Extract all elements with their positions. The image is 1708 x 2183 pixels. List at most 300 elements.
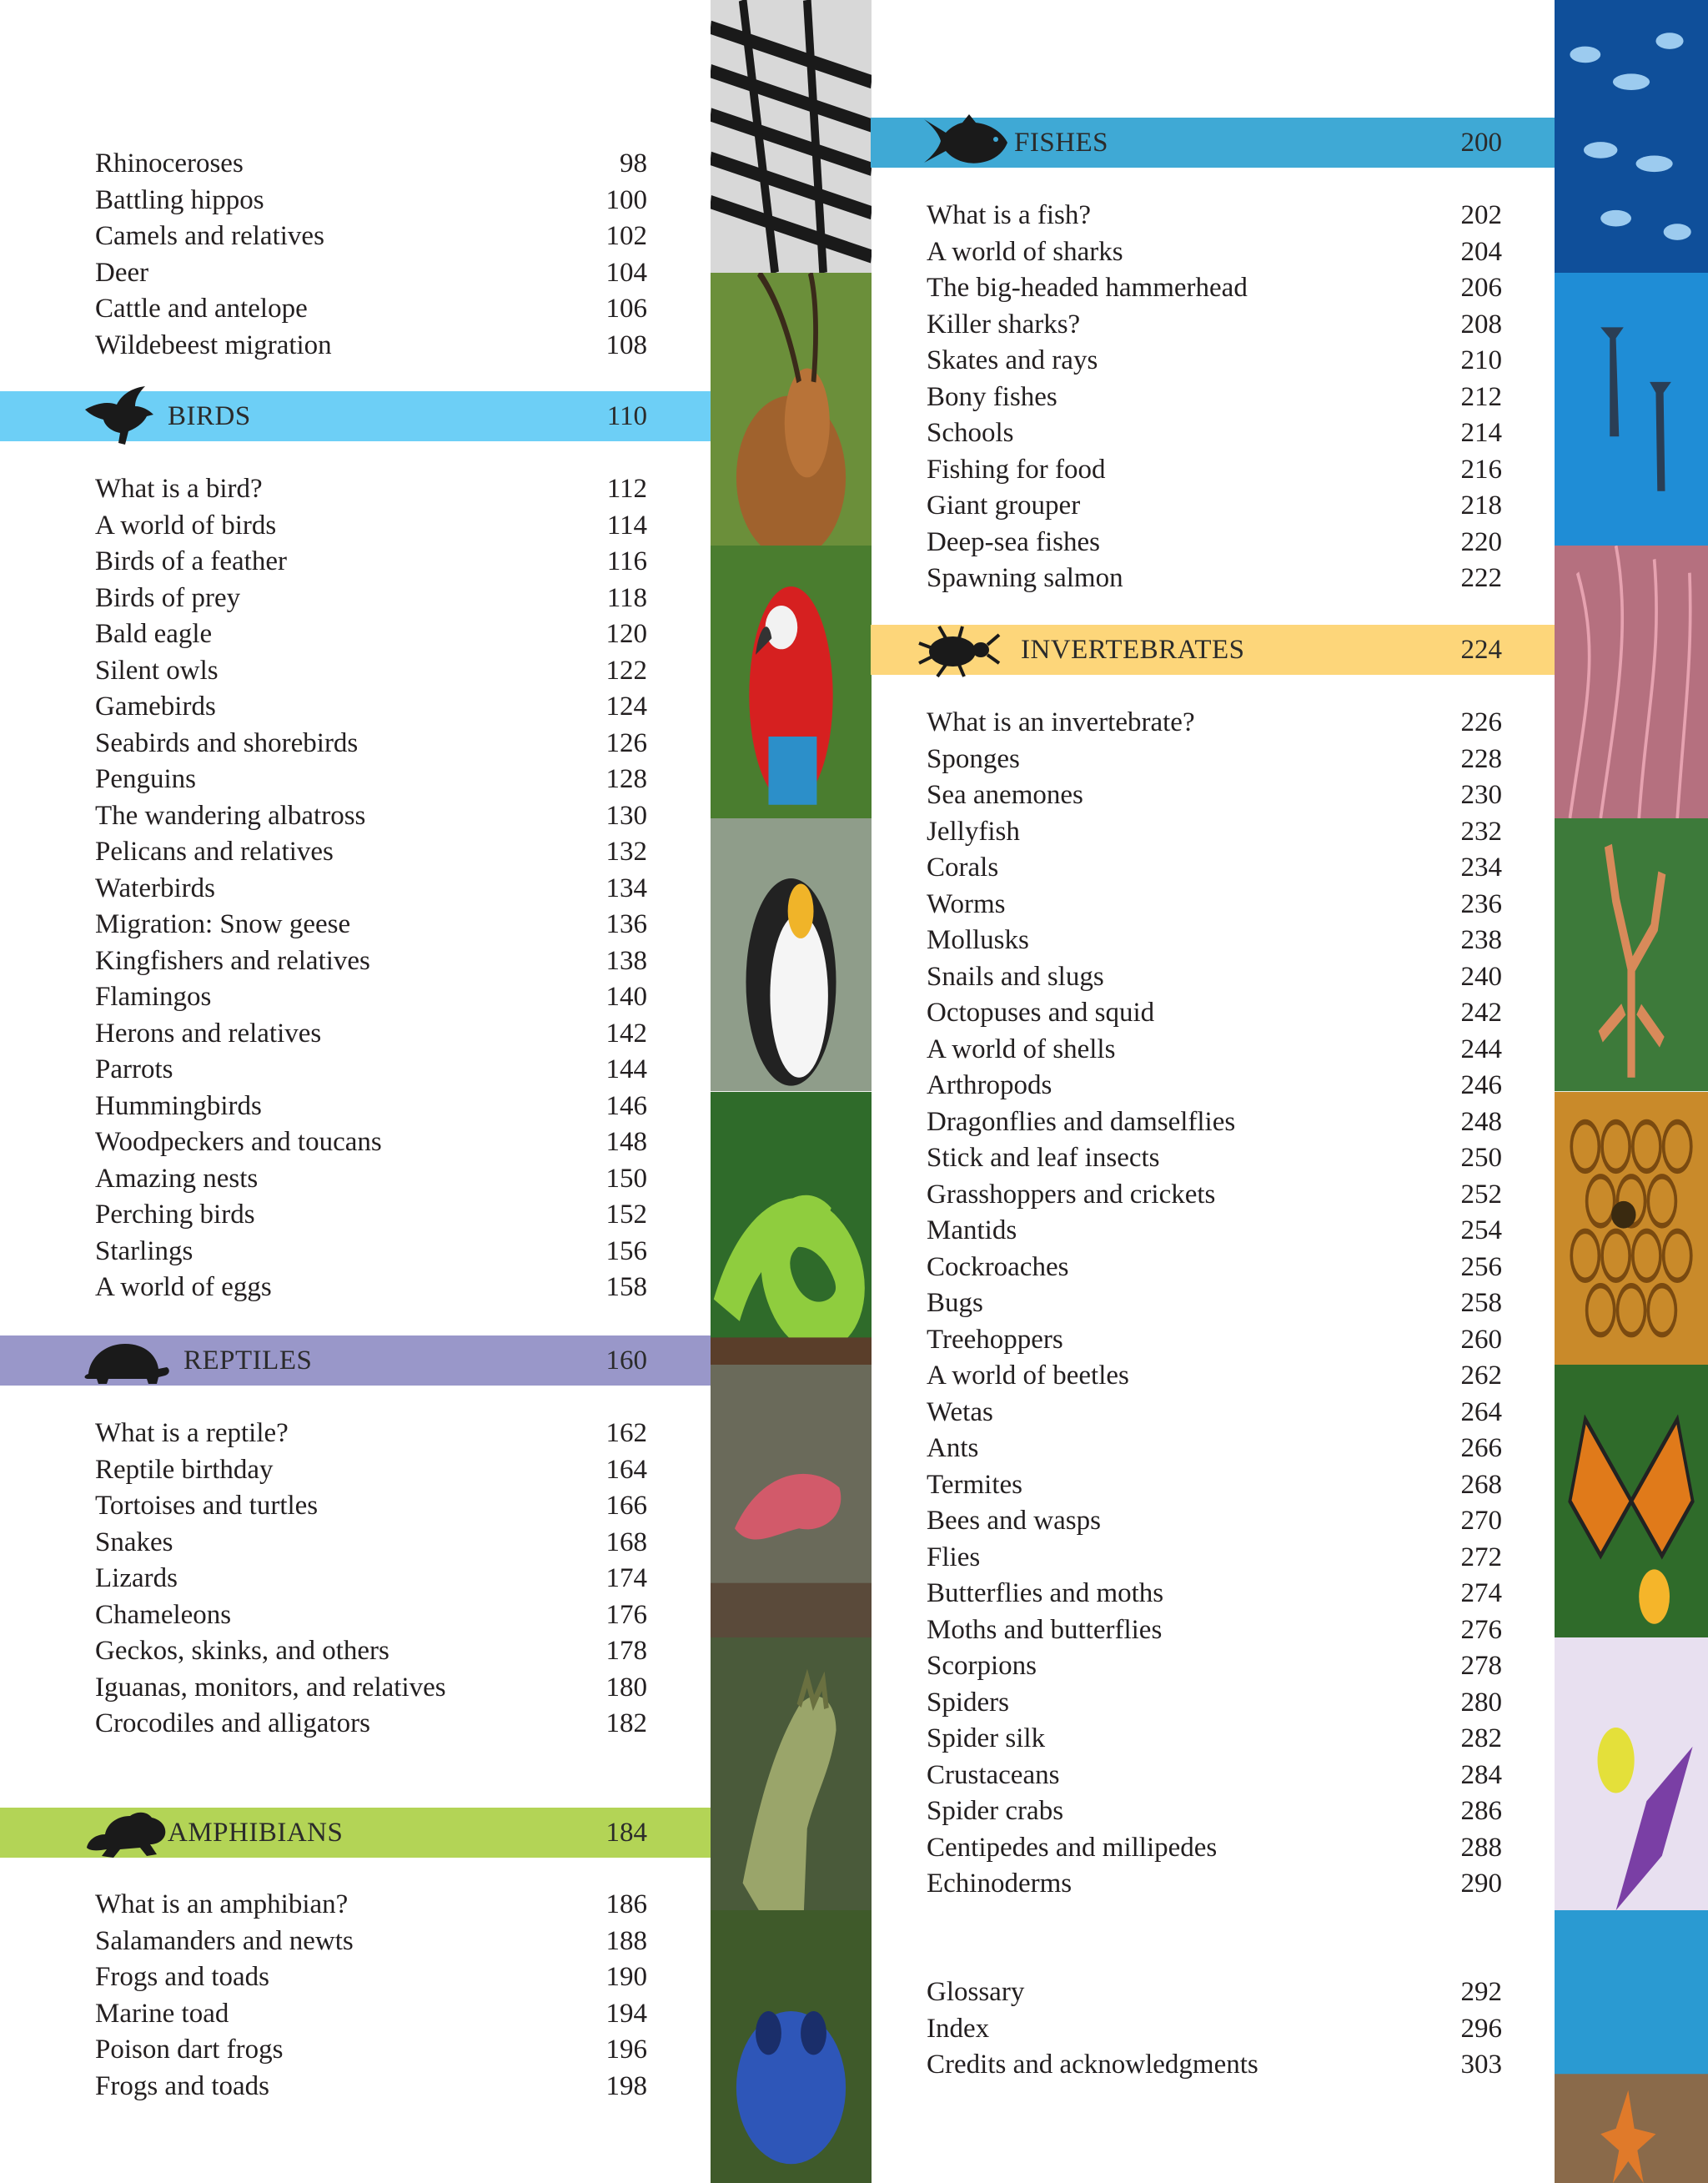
toc-entry-title: Termites	[927, 1469, 1022, 1500]
toc-entry-page: 254	[1460, 1215, 1502, 1245]
toc-entry-title: Bald eagle	[95, 619, 213, 649]
toc-entry[interactable]	[95, 2069, 647, 2105]
toc-entry-page: 280	[1460, 1687, 1502, 1718]
toc-entry-page: 144	[605, 1054, 647, 1084]
toc-entry-page: 136	[605, 909, 647, 939]
toc-entry[interactable]	[95, 1924, 647, 1960]
toc-entry-page: 166	[605, 1491, 647, 1521]
toc-entry[interactable]	[927, 452, 1502, 489]
toc-entry-title: Kingfishers and relatives	[95, 945, 370, 976]
toc-entry-page: 126	[605, 727, 647, 758]
toc-entry-title: Parrots	[95, 1054, 173, 1084]
toc-entry-page: 186	[605, 1889, 647, 1919]
toc-entry-page: 220	[1460, 526, 1502, 557]
toc-entry-page: 212	[1460, 381, 1502, 412]
toc-entry-page: 256	[1460, 1251, 1502, 1282]
toc-entry-page: 168	[605, 1527, 647, 1557]
toc-entry-page: 262	[1460, 1361, 1502, 1391]
zebras-photo	[711, 0, 872, 273]
toc-entry[interactable]	[927, 705, 1502, 742]
toc-entry-title: Marine toad	[95, 1998, 229, 2029]
toc-entry-title: A world of beetles	[927, 1361, 1129, 1391]
toc-entry-title: Migration: Snow geese	[95, 909, 351, 939]
toc-entry[interactable]	[927, 1503, 1502, 1540]
toc-entry-page: 202	[1460, 200, 1502, 230]
toc-entry-page: 250	[1460, 1143, 1502, 1173]
toc-entry-page: 303	[1460, 2050, 1502, 2080]
toc-entry-page: 292	[1460, 1977, 1502, 2007]
toc-entry-page: 124	[605, 692, 647, 722]
mantis-photo	[1555, 818, 1708, 1091]
toc-entry-title: Waterbirds	[95, 873, 215, 903]
toc-entry[interactable]	[927, 1358, 1502, 1395]
toc-entry[interactable]	[927, 270, 1502, 307]
toc-entry-title: The wandering albatross	[95, 800, 366, 831]
section-header-birds[interactable]	[0, 391, 711, 441]
toc-entry-title: Reptile birthday	[95, 1454, 274, 1485]
toc-entry[interactable]	[95, 544, 647, 581]
toc-entry-page: 142	[605, 1018, 647, 1049]
tortoise-icon	[80, 1329, 172, 1392]
toc-entry-title: Battling hippos	[95, 184, 264, 215]
toc-entry-page: 100	[605, 184, 647, 215]
toc-entry-title: Snails and slugs	[927, 961, 1104, 992]
toc-entry[interactable]	[927, 1758, 1502, 1794]
section-page: 160	[605, 1346, 647, 1376]
toc-entry-page: 252	[1460, 1179, 1502, 1210]
toc-entry-title: What is a bird?	[95, 474, 263, 504]
toc-entry[interactable]	[927, 1648, 1502, 1685]
toc-entry-page: 150	[605, 1163, 647, 1194]
toc-entry[interactable]	[95, 1016, 647, 1053]
monarch-butterfly-photo	[1555, 1365, 1708, 1637]
toc-entry-page: 148	[605, 1127, 647, 1157]
toc-entry-page: 244	[1460, 1034, 1502, 1064]
toc-entry-page: 260	[1460, 1324, 1502, 1355]
toc-entry[interactable]	[95, 1488, 647, 1525]
backmatter-entry[interactable]	[927, 2011, 1502, 2048]
toc-entry-page: 270	[1460, 1506, 1502, 1536]
toc-entry-page: 268	[1460, 1469, 1502, 1500]
toc-entry-title: A world of sharks	[927, 236, 1123, 267]
toc-entry-page: 266	[1460, 1433, 1502, 1463]
toc-entry-title: Mantids	[927, 1215, 1017, 1245]
toc-entry[interactable]	[927, 561, 1502, 597]
toc-entry-title: Spider crabs	[927, 1796, 1064, 1826]
toc-entry[interactable]	[95, 726, 647, 762]
toc-entry-title: Sponges	[927, 743, 1020, 774]
toc-entry[interactable]	[95, 1089, 647, 1125]
antelope-photo	[711, 273, 872, 546]
toc-entry-title: Spider silk	[927, 1723, 1046, 1753]
toc-entry[interactable]	[927, 1104, 1502, 1141]
toc-entry-title: Salamanders and newts	[95, 1925, 354, 1956]
toc-entry[interactable]	[95, 1270, 647, 1306]
toc-entry-title: Scorpions	[927, 1651, 1037, 1681]
toc-entry-title: Crocodiles and alligators	[95, 1708, 370, 1738]
toc-entry-title: Glossary	[927, 1977, 1025, 2007]
toc-entry-page: 206	[1460, 273, 1502, 303]
toc-entry[interactable]	[95, 907, 647, 943]
toc-entry-title: Stick and leaf insects	[927, 1143, 1160, 1173]
toc-entry-title: Crustaceans	[927, 1759, 1060, 1790]
toc-entry-page: 218	[1460, 490, 1502, 521]
backmatter-entry[interactable]	[927, 2047, 1502, 2084]
toc-entry[interactable]	[927, 1250, 1502, 1286]
toc-entry[interactable]	[95, 1161, 647, 1198]
toc-entry[interactable]	[95, 871, 647, 908]
toc-entry[interactable]	[927, 814, 1502, 851]
toc-entry[interactable]	[95, 581, 647, 617]
section-title: REPTILES	[183, 1346, 313, 1376]
toc-entry-title: Bees and wasps	[927, 1506, 1101, 1536]
section-page: 200	[1460, 128, 1502, 158]
toc-entry[interactable]	[95, 1706, 647, 1743]
toc-entry[interactable]	[95, 328, 647, 365]
toc-entry-title: Herons and relatives	[95, 1018, 322, 1049]
toc-entry-title: Tortoises and turtles	[95, 1491, 319, 1521]
toc-entry-title: Birds of prey	[95, 582, 241, 613]
toc-entry-title: What is an invertebrate?	[927, 707, 1195, 737]
toc-entry-page: 174	[605, 1563, 647, 1593]
toc-entry-page: 190	[605, 1962, 647, 1992]
toc-entry[interactable]	[927, 1540, 1502, 1577]
toc-entry-title: Flamingos	[95, 982, 212, 1012]
toc-entry-page: 158	[605, 1272, 647, 1302]
toc-entry-title: Wildebeest migration	[95, 329, 332, 360]
bird-icon	[80, 385, 172, 448]
toc-entry[interactable]	[927, 1576, 1502, 1612]
toc-entry-title: Sea anemones	[927, 780, 1083, 810]
toc-entry[interactable]	[95, 653, 647, 690]
section-header-amphibians[interactable]	[0, 1808, 711, 1858]
toc-entry[interactable]	[95, 834, 647, 871]
macaw-photo	[711, 546, 872, 818]
toc-entry[interactable]	[927, 198, 1502, 234]
toc-entry[interactable]	[95, 1887, 647, 1924]
toc-entry-page: 116	[606, 546, 647, 576]
toc-entry[interactable]	[95, 146, 647, 183]
section-header-fishes[interactable]	[871, 118, 1555, 168]
toc-entry-title: Credits and acknowledgments	[927, 2050, 1258, 2080]
toc-entry[interactable]	[927, 887, 1502, 923]
toc-entry-page: 164	[605, 1454, 647, 1485]
toc-entry-title: A world of eggs	[95, 1272, 272, 1302]
toc-entry-title: Killer sharks?	[927, 309, 1081, 340]
toc-entry[interactable]	[95, 798, 647, 835]
toc-entry-title: What is a fish?	[927, 200, 1092, 230]
toc-entry-page: 198	[605, 2070, 647, 2101]
toc-entry-page: 162	[605, 1418, 647, 1448]
toc-entry-page: 176	[605, 1599, 647, 1630]
section-title: BIRDS	[168, 401, 251, 431]
toc-entry-title: Frogs and toads	[95, 2070, 269, 2101]
toc-entry-title: Treehoppers	[927, 1324, 1063, 1355]
toc-entry[interactable]	[95, 943, 647, 980]
toc-entry[interactable]	[927, 234, 1502, 271]
toc-entry-title: Woodpeckers and toucans	[95, 1127, 382, 1157]
toc-entry-page: 296	[1460, 2013, 1502, 2044]
photo-strip-left	[711, 0, 872, 2183]
toc-entry[interactable]	[95, 1633, 647, 1670]
toc-entry-title: Wetas	[927, 1396, 993, 1427]
toc-entry-page: 102	[605, 221, 647, 251]
toc-entry-title: Gamebirds	[95, 692, 216, 722]
toc-entry-title: What is an amphibian?	[95, 1889, 349, 1919]
backmatter-entry[interactable]	[927, 1974, 1502, 2011]
beetle-icon	[912, 618, 1004, 682]
toc-entry[interactable]	[95, 291, 647, 328]
toc-entry-title: Chameleons	[95, 1599, 232, 1630]
toc-entry-page: 290	[1460, 1869, 1502, 1899]
toc-entry-page: 182	[605, 1708, 647, 1738]
toc-entry[interactable]	[95, 1197, 647, 1234]
toc-entry-title: Starlings	[95, 1235, 193, 1266]
toc-entry[interactable]	[927, 380, 1502, 416]
toc-entry-title: Pelicans and relatives	[95, 837, 334, 867]
toc-entry-title: Ants	[927, 1433, 979, 1463]
toc-entry-page: 214	[1460, 418, 1502, 448]
toc-entry-page: 236	[1460, 888, 1502, 919]
toc-entry-page: 134	[605, 873, 647, 903]
toc-entry[interactable]	[927, 307, 1502, 344]
toc-entry-title: Frogs and toads	[95, 1962, 269, 1992]
toc-entry-page: 208	[1460, 309, 1502, 340]
toc-entry-title: Geckos, skinks, and others	[95, 1636, 389, 1666]
toc-entry[interactable]	[927, 995, 1502, 1032]
toc-entry-title: Camels and relatives	[95, 221, 324, 251]
toc-entry[interactable]	[95, 1452, 647, 1489]
section-page: 224	[1460, 635, 1502, 665]
toc-entry-page: 178	[605, 1636, 647, 1666]
toc-entry-page: 238	[1460, 925, 1502, 955]
toc-entry[interactable]	[95, 1234, 647, 1270]
penguin-photo	[711, 818, 872, 1091]
section-title: AMPHIBIANS	[168, 1818, 344, 1848]
iguana-photo	[711, 1637, 872, 1910]
toc-entry-title: Moths and butterflies	[927, 1614, 1163, 1645]
toc-entry-title: A world of shells	[927, 1034, 1116, 1064]
section-page: 184	[605, 1818, 647, 1848]
toc-entry[interactable]	[95, 471, 647, 508]
toc-entry[interactable]	[95, 616, 647, 653]
toc-entry[interactable]	[95, 219, 647, 255]
toc-entry-title: Centipedes and millipedes	[927, 1832, 1218, 1863]
toc-entry-title: Butterflies and moths	[927, 1578, 1164, 1608]
blue-dart-frog-photo	[711, 1910, 872, 2183]
section-title: FISHES	[1014, 128, 1109, 158]
toc-entry-page: 264	[1460, 1396, 1502, 1427]
toc-entry-page: 130	[605, 800, 647, 831]
toc-entry-page: 138	[605, 945, 647, 976]
toc-entry[interactable]	[927, 1685, 1502, 1722]
toc-entry[interactable]	[95, 979, 647, 1016]
toc-entry[interactable]	[95, 183, 647, 219]
toc-entry-title: Perching birds	[95, 1200, 255, 1230]
toc-entry[interactable]	[927, 1721, 1502, 1758]
toc-entry-title: Octopuses and squid	[927, 998, 1155, 1028]
toc-entry-title: Mollusks	[927, 925, 1029, 955]
toc-entry-page: 274	[1460, 1578, 1502, 1608]
toc-entry-page: 258	[1460, 1288, 1502, 1318]
toc-entry-page: 232	[1460, 816, 1502, 847]
green-python-photo	[711, 1092, 872, 1365]
toc-entry[interactable]	[927, 959, 1502, 996]
toc-entry-page: 276	[1460, 1614, 1502, 1645]
toc-entry[interactable]	[95, 1996, 647, 2033]
toc-entry-title: Hummingbirds	[95, 1090, 262, 1121]
toc-entry[interactable]	[95, 1670, 647, 1707]
toc-entry[interactable]	[927, 1830, 1502, 1867]
toc-entry-title: Bugs	[927, 1288, 983, 1318]
toc-entry-title: Cattle and antelope	[95, 294, 308, 324]
crab-spider-photo	[1555, 1637, 1708, 1910]
honeybees-photo	[1555, 1092, 1708, 1365]
toc-entry-page: 278	[1460, 1651, 1502, 1681]
toc-entry-page: 152	[605, 1200, 647, 1230]
frog-icon	[80, 1801, 172, 1864]
toc-entry-title: Worms	[927, 888, 1006, 919]
toc-entry-title: Silent owls	[95, 655, 219, 686]
toc-entry-title: Lizards	[95, 1563, 178, 1593]
toc-entry[interactable]	[927, 1793, 1502, 1830]
toc-entry-page: 210	[1460, 345, 1502, 375]
toc-entry-page: 230	[1460, 780, 1502, 810]
toc-entry[interactable]	[95, 1525, 647, 1562]
toc-entry[interactable]	[95, 1416, 647, 1452]
toc-entry-title: Penguins	[95, 764, 197, 794]
section-header-reptiles[interactable]	[0, 1335, 711, 1386]
toc-entry[interactable]	[927, 343, 1502, 380]
toc-entry[interactable]	[927, 1322, 1502, 1359]
toc-entry-title: Bony fishes	[927, 381, 1057, 412]
toc-entry[interactable]	[927, 1866, 1502, 1903]
toc-entry[interactable]	[927, 1395, 1502, 1431]
toc-entry[interactable]	[927, 742, 1502, 778]
toc-entry[interactable]	[927, 1140, 1502, 1177]
toc-entry-title: Deep-sea fishes	[927, 526, 1100, 557]
salamander-photo	[711, 1365, 872, 1637]
toc-entry-page: 242	[1460, 998, 1502, 1028]
toc-entry-page: 114	[606, 510, 647, 541]
toc-entry[interactable]	[927, 1431, 1502, 1467]
photo-strip-right	[1555, 0, 1708, 2183]
starfish-reef-photo	[1555, 1910, 1708, 2183]
toc-entry[interactable]	[95, 1124, 647, 1161]
toc-entry-page: 284	[1460, 1759, 1502, 1790]
toc-entry-title: Fishing for food	[927, 454, 1106, 485]
toc-entry-page: 132	[605, 837, 647, 867]
toc-entry-page: 108	[605, 329, 647, 360]
toc-entry-page: 204	[1460, 236, 1502, 267]
section-page: 110	[606, 401, 647, 431]
toc-entry[interactable]	[927, 777, 1502, 814]
toc-entry-title: Jellyfish	[927, 816, 1020, 847]
toc-entry-page: 156	[605, 1235, 647, 1266]
toc-entry-title: The big-headed hammerhead	[927, 273, 1248, 303]
toc-entry[interactable]	[927, 850, 1502, 887]
toc-entry-title: Grasshoppers and crickets	[927, 1179, 1216, 1210]
toc-entry[interactable]	[927, 1032, 1502, 1069]
toc-entry-title: Schools	[927, 418, 1014, 448]
toc-entry-page: 234	[1460, 853, 1502, 883]
toc-entry-title: Birds of a feather	[95, 546, 287, 576]
toc-entry[interactable]	[927, 1068, 1502, 1104]
toc-entry-title: A world of birds	[95, 510, 277, 541]
toc-entry-page: 180	[605, 1672, 647, 1703]
toc-entry-title: What is a reptile?	[95, 1418, 289, 1448]
hammerhead-sharks-photo	[1555, 273, 1708, 546]
toc-entry-page: 240	[1460, 961, 1502, 992]
toc-entry-title: Cockroaches	[927, 1251, 1069, 1282]
toc-entry[interactable]	[927, 1612, 1502, 1649]
toc-entry-page: 146	[605, 1090, 647, 1121]
toc-entry-page: 98	[620, 148, 647, 179]
toc-entry[interactable]	[927, 1177, 1502, 1214]
toc-entry-page: 112	[606, 474, 647, 504]
toc-entry-title: Flies	[927, 1542, 981, 1572]
toc-entry-page: 226	[1460, 707, 1502, 737]
toc-entry-page: 282	[1460, 1723, 1502, 1753]
toc-entry-title: Giant grouper	[927, 490, 1081, 521]
toc-entry-page: 246	[1460, 1070, 1502, 1100]
toc-entry[interactable]	[95, 1959, 647, 1996]
toc-entry[interactable]	[95, 1597, 647, 1634]
toc-entry-page: 286	[1460, 1796, 1502, 1826]
toc-entry-page: 216	[1460, 454, 1502, 485]
toc-entry-page: 248	[1460, 1106, 1502, 1137]
toc-entry-title: Rhinoceroses	[95, 148, 244, 179]
toc-entry-title: Corals	[927, 853, 999, 883]
toc-entry-page: 106	[605, 294, 647, 324]
toc-entry[interactable]	[95, 255, 647, 292]
toc-entry-page: 120	[605, 619, 647, 649]
toc-entry-title: Iguanas, monitors, and relatives	[95, 1672, 446, 1703]
toc-entry[interactable]	[95, 1561, 647, 1597]
toc-entry-page: 128	[605, 764, 647, 794]
toc-entry-title: Arthropods	[927, 1070, 1052, 1100]
toc-entry-page: 188	[605, 1925, 647, 1956]
toc-entry-page: 104	[605, 257, 647, 288]
toc-entry-title: Poison dart frogs	[95, 2035, 284, 2065]
toc-entry[interactable]	[95, 762, 647, 798]
toc-entry[interactable]	[927, 525, 1502, 561]
toc-entry[interactable]	[95, 689, 647, 726]
toc-entry[interactable]	[95, 1052, 647, 1089]
toc-entry-page: 140	[605, 982, 647, 1012]
toc-entry-page: 196	[605, 2035, 647, 2065]
toc-entry[interactable]	[927, 415, 1502, 452]
toc-entry-title: Spiders	[927, 1687, 1009, 1718]
toc-entry[interactable]	[927, 1285, 1502, 1322]
toc-entry[interactable]	[927, 488, 1502, 525]
toc-entry-title: Deer	[95, 257, 149, 288]
toc-entry[interactable]	[95, 2032, 647, 2069]
toc-entry-title: Seabirds and shorebirds	[95, 727, 359, 758]
toc-entry-page: 122	[605, 655, 647, 686]
section-header-invertebrates[interactable]	[871, 625, 1555, 675]
toc-entry-page: 288	[1460, 1832, 1502, 1863]
fish-icon	[921, 111, 1012, 174]
toc-entry[interactable]	[927, 923, 1502, 959]
toc-entry-page: 228	[1460, 743, 1502, 774]
section-title: INVERTEBRATES	[1021, 635, 1245, 665]
toc-entry-title: Spawning salmon	[927, 563, 1123, 593]
toc-entry[interactable]	[95, 508, 647, 545]
toc-entry[interactable]	[927, 1213, 1502, 1250]
toc-entry-title: Index	[927, 2013, 990, 2044]
toc-entry[interactable]	[927, 1467, 1502, 1504]
